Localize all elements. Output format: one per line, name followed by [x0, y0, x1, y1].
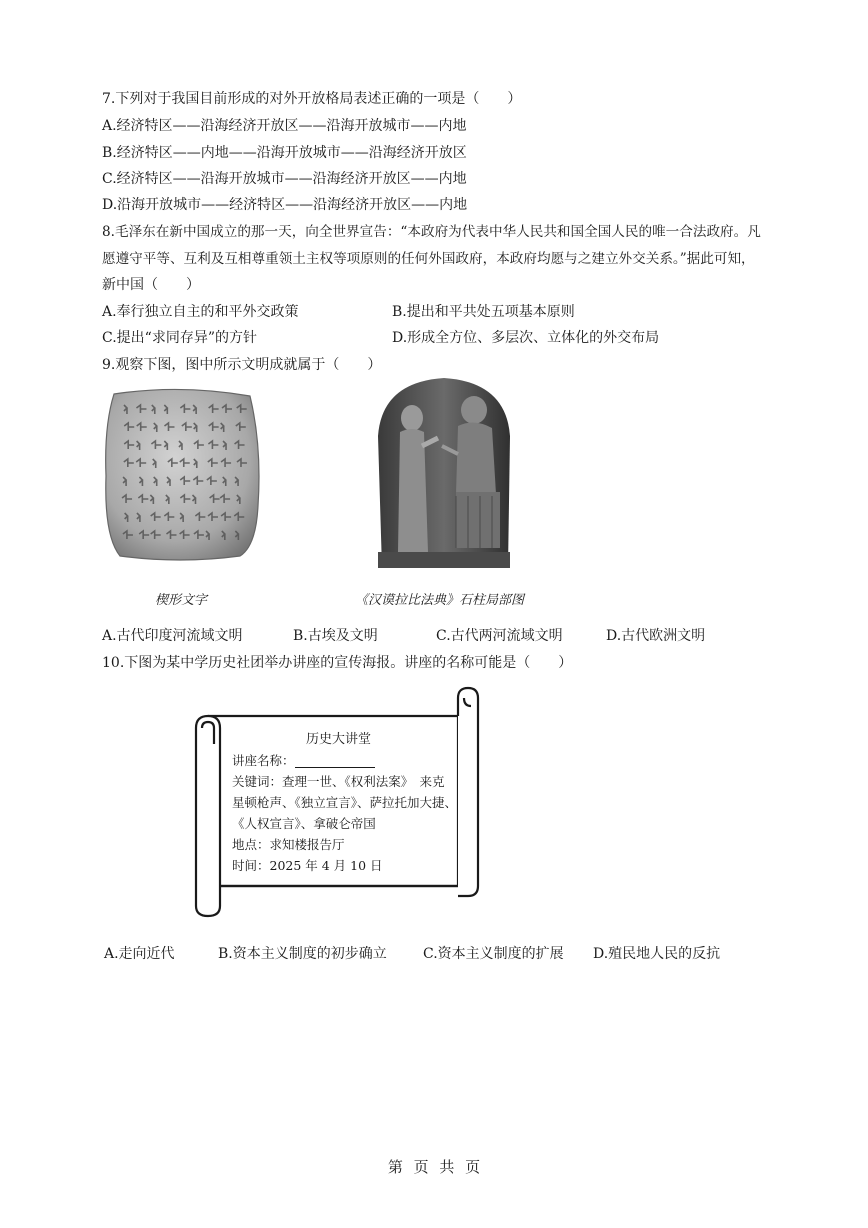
q8-stem-line3: 新中国（ ）	[102, 277, 200, 293]
cuneiform-caption: 楔形文字	[155, 593, 208, 608]
stele-caption: 《汉谟拉比法典》石柱局部图	[355, 593, 525, 608]
q10-option-d: D.殖民地人民的反抗	[593, 946, 721, 962]
poster-keywords-line2: 星顿枪声、《独立宣言》、萨拉托加大捷、	[232, 795, 458, 810]
q10-option-b: B.资本主义制度的初步确立	[218, 946, 387, 962]
q9-option-a: A.古代印度河流域文明	[102, 628, 243, 644]
q7-option-d: D.沿海开放城市——经济特区——沿海经济开放区——内地	[102, 197, 468, 213]
poster-keywords-line3: 《人权宣言》、拿破仑帝国	[232, 816, 376, 831]
q8-option-a: A.奉行独立自主的和平外交政策	[102, 304, 299, 320]
poster-title: 历史大讲堂	[306, 732, 372, 747]
q9-option-d: D.古代欧洲文明	[606, 628, 706, 644]
q10-stem: 10.下图为某中学历史社团举办讲座的宣传海报。讲座的名称可能是（ ）	[102, 655, 573, 671]
cuneiform-tablet-image	[100, 386, 266, 564]
q8-option-c: C.提出“求同存异”的方针	[102, 330, 257, 346]
q9-option-c: C.古代两河流域文明	[436, 628, 563, 644]
poster-keywords-line1: 关键词：查理一世、《权利法案》 来克	[232, 774, 445, 789]
q8-option-b: B.提出和平共处五项基本原则	[392, 304, 575, 320]
poster-time: 时间：2025 年 4 月 10 日	[232, 858, 383, 873]
q8-option-d: D.形成全方位、多层次、立体化的外交布局	[392, 330, 660, 346]
q7-option-a: A.经济特区——沿海经济开放区——沿海开放城市——内地	[102, 118, 467, 134]
poster-location: 地点：求知楼报告厅	[232, 837, 345, 852]
q7-stem: 7.下列对于我国目前形成的对外开放格局表述正确的一项是（ ）	[102, 91, 522, 107]
poster-name-label	[232, 751, 375, 771]
q9-option-b: B.古埃及文明	[293, 628, 378, 644]
poster-name-label-text: 讲座名称：	[232, 753, 295, 768]
q7-option-b: B.经济特区——内地——沿海开放城市——沿海经济开放区	[102, 145, 467, 161]
q9-stem: 9.观察下图，图中所示文明成就属于（ ）	[102, 357, 382, 373]
q10-option-c: C.资本主义制度的扩展	[423, 946, 564, 962]
hammurabi-stele-image	[372, 376, 516, 568]
poster-name-blank	[295, 755, 375, 768]
q7-option-c: C.经济特区——沿海开放城市——沿海经济开放区——内地	[102, 171, 467, 187]
q8-stem-line1: 8.毛泽东在新中国成立的那一天，向全世界宣告：“本政府为代表中华人民共和国全国人民的唯一合法政府。凡	[102, 224, 761, 240]
q10-option-a: A.走向近代	[104, 946, 175, 962]
q8-stem-line2: 愿遵守平等、互利及互相尊重领土主权等项原则的任何外国政府，本政府均愿与之建立外交关系。”据此可知，	[102, 251, 755, 267]
page-footer: 第 页 共 页	[387, 1158, 481, 1176]
